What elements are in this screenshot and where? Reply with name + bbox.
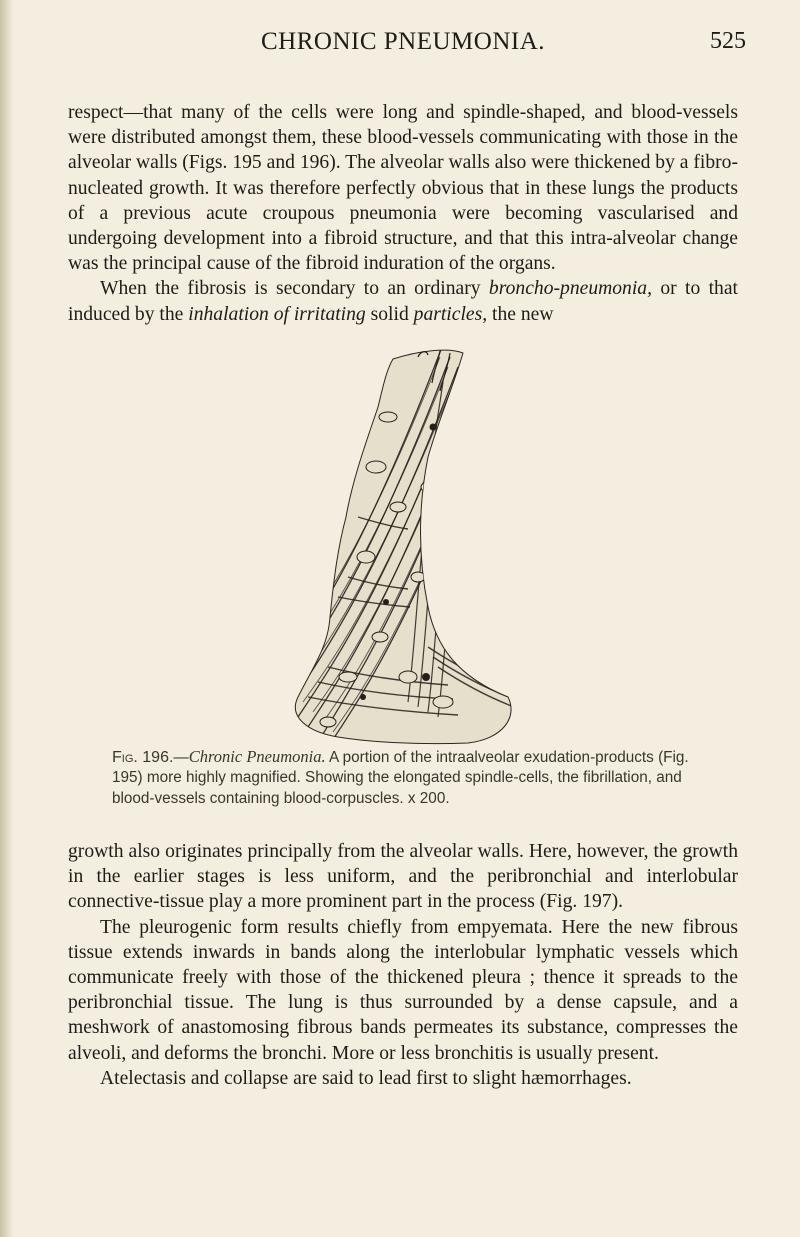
paragraph-2-text-a: When the fibrosis is secondary to an ordinary bbox=[100, 278, 489, 300]
figure-caption bbox=[112, 747, 702, 809]
paragraph-2-text-b: or to that induced by the bbox=[68, 278, 738, 325]
paragraph-4: The pleurogenic form results chiefly from empyemata. Here the new fibrous tissue extends inwards in bands along the interlobular lymphatic vessels which communicate freely with those of the thickened pleura ; thence it spreads to the peribronchial tissue. The lung is thus surrounded by a dense capsule, and a meshwork of anastomosing fibrous bands permeates its substance, compresses the alveoli, and deforms the bronchi. More or less bronchitis is usually present. bbox=[68, 916, 738, 1064]
paragraph-3: growth also originates principally from the alveolar walls. Here, however, the growth in the earlier stages is less uniform, and the peribronchial and interlobular connective-tissue play a more prominent part in the process (Fig. 197). bbox=[68, 841, 738, 913]
figure-title: Chronic Pneumonia. bbox=[188, 746, 326, 766]
figure-label: Fig. 196. bbox=[112, 748, 174, 766]
histology-engraving bbox=[268, 347, 528, 747]
binding-shadow bbox=[0, 0, 14, 1237]
figure-196 bbox=[68, 347, 738, 747]
figure-dash: — bbox=[173, 748, 189, 766]
paragraph-2-text-c: solid bbox=[365, 303, 414, 325]
running-head bbox=[68, 0, 746, 60]
body-text-lower bbox=[68, 839, 738, 1091]
body-text-upper bbox=[68, 100, 738, 327]
paragraph-2 bbox=[68, 276, 738, 326]
figure-caption-text: A portion of the intraalveolar exudation-products (Fig. 195) more highly magnified. Showing the elongated spindle-cells, the fibrillation, and blood-vessels containing blood-corpuscles. x 200. bbox=[112, 748, 689, 807]
paragraph-2-text-d: the new bbox=[487, 303, 554, 325]
paragraph-2-italic-c: particles, bbox=[413, 303, 488, 325]
running-title: CHRONIC PNEUMONIA. bbox=[260, 28, 545, 55]
paragraph-1: respect—that many of the cells were long and spindle-shaped, and blood-vessels were distributed amongst them, these blood-vessels communicating with those in the alveolar walls (Figs. 195 and 196). The alveolar walls also were thickened by a fibro-nucleated growth. It was therefore perfectly obvious that in these lungs the products of a previous acute croupous pneumonia were becoming vascularised and undergoing development into a fibroid structure, and that this intra-alveolar change was the principal cause of the fibroid induration of the organs. bbox=[68, 102, 738, 275]
paragraph-2-italic-b: inhalation of irritating bbox=[188, 303, 366, 325]
page-number: 525 bbox=[710, 28, 746, 54]
paragraph-2-italic-a: broncho-pneumonia, bbox=[488, 278, 652, 300]
paragraph-5: Atelectasis and collapse are said to lead first to slight hæmorrhages. bbox=[100, 1067, 632, 1089]
page bbox=[68, 0, 746, 1091]
